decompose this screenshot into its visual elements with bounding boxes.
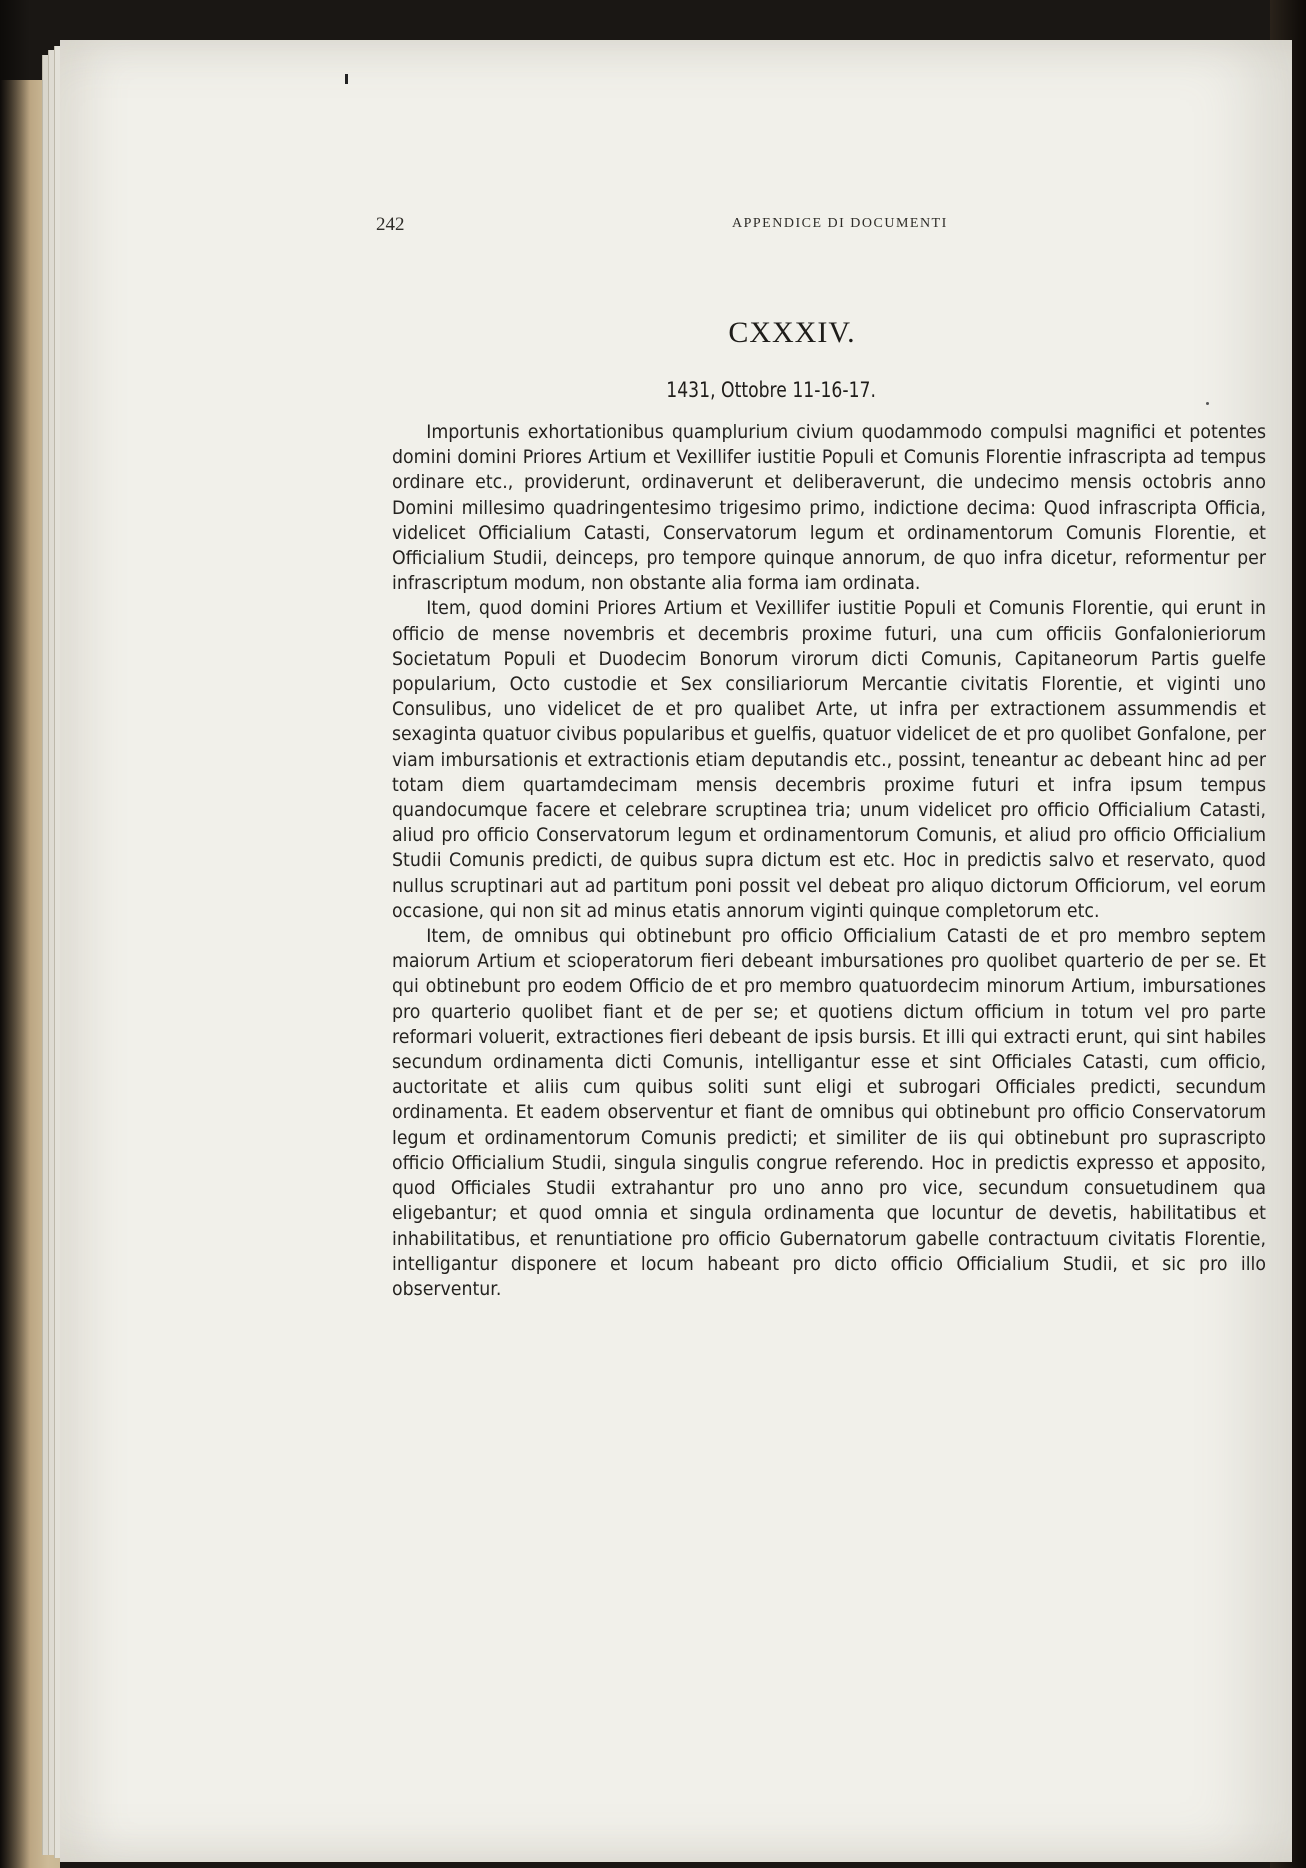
binding-mark [345, 74, 348, 84]
running-head: APPENDICE DI DOCUMENTI [732, 216, 948, 231]
paragraph: Item, quod domini Priores Artium et Vexillifer iustitie Populi et Comunis Florentie, qui erunt in officio de mense novembris et decembris proxime futuri, una cum officiis Gonfalonieriorum Societatum Populi et Duodecim Bonorum virorum dicti Comunis, Capitaneorum Partis guelfe popularium, Octo custodie et Sex consiliariorum Mercantie civitatis Florentie, et viginti uno Consulibus, uno videlicet de et pro qualibet Arte, ut infra per extractionem assummendis et sexaginta quatuor civibus popularibus et guelfis, quatuor videlicet de et pro quolibet Gonfalone, per viam imbursationis et extractionis etiam deputandis etc., possint, teneantur ac debeant hinc ad per totam diem quartamdecimam mensis decembris proxime futuri et infra ipsum tempus quandocumque facere et celebrare scruptinea tria; unum videlicet pro officio Officialium Catasti, aliud pro officio Conservatorum legum et ordinamentorum Comunis, et aliud pro officio Officialium Studii Comunis predicti, de quibus supra dictum est etc. Hoc in predictis salvo et reservato, quod nullus scruptinari aut ad partitum poni possit vel debeat pro aliquo dictorum Officiorum, vel eorum occasione, qui non sit ad minus etatis annorum viginti quinque completorum etc. [392, 598, 1266, 922]
document-page [60, 40, 1292, 1862]
binding-shadow [0, 0, 30, 1868]
page-number: 242 [376, 214, 405, 235]
paragraph: Importunis exhortationibus quamplurium civium quodammodo compulsi magnifici et potentes domini domini Priores Artium et Vexillifer iustitie Populi et Comunis Florentie infrascripta ad tempus ordinare etc., providerunt, ordinaverunt et deliberaverunt, die undecimo mensis octobris anno Domini millesimo quadringentesimo trigesimo primo, indictione decima: Quod infrascripta Officia, videlicet Officialium Catasti, Conservatorum legum et ordinamentorum Comunis Florentie, et Officialium Studii, deinceps, pro tempore quinque annorum, de quo infra dicetur, reformentur per infrascriptum modum, non obstante alia forma iam ordinata. [392, 422, 1266, 595]
ink-speck [1206, 402, 1209, 405]
page-header [60, 214, 1292, 238]
document-number: CXXXIV. [728, 316, 856, 349]
document-date: 1431, Ottobre 11-16-17. [666, 378, 876, 402]
document-body [392, 420, 1266, 1302]
paragraph: Item, de omnibus qui obtinebunt pro officio Officialium Catasti de et pro membro septem maiorum Artium et scioperatorum fieri debeant imbursationes pro quolibet quarterio de per se. Et qui obtinebunt pro eodem Officio de et pro membro quatuordecim minorum Artium, imbursationes pro quarterio quolibet fiant et de per se; et quotiens dictum officium in totum vel pro parte reformari voluerit, extractiones fieri debeant de ipsis bursis. Et illi qui extracti erunt, qui sint habiles secundum ordinamenta dicti Comunis, intelligantur esse et sint Officiales Catasti, cum officio, auctoritate et aliis cum quibus soliti sunt eligi et subrogari Officiales predicti, secundum ordinamenta. Et eadem observentur et fiant de omnibus qui obtinebunt pro officio Conservatorum legum et ordinamentorum Comunis predicti; et similiter de iis qui obtinebunt pro suprascripto officio Officialium Studii, singula singulis congrue referendo. Hoc in predictis expresso et apposito, quod Officiales Studii extrahantur pro uno anno pro vice, secundum consuetudinem qua eligebantur; et quod omnia et singula ordinamenta que locuntur de devetis, habilitatibus et inhabilitatibus, et renuntiatione pro officio Gubernatorum gabelle contractuum civitatis Florentie, intelligantur disponere et locum habeant pro dicto officio Officialium Studii, et sic pro illo observentur. [392, 926, 1266, 1300]
